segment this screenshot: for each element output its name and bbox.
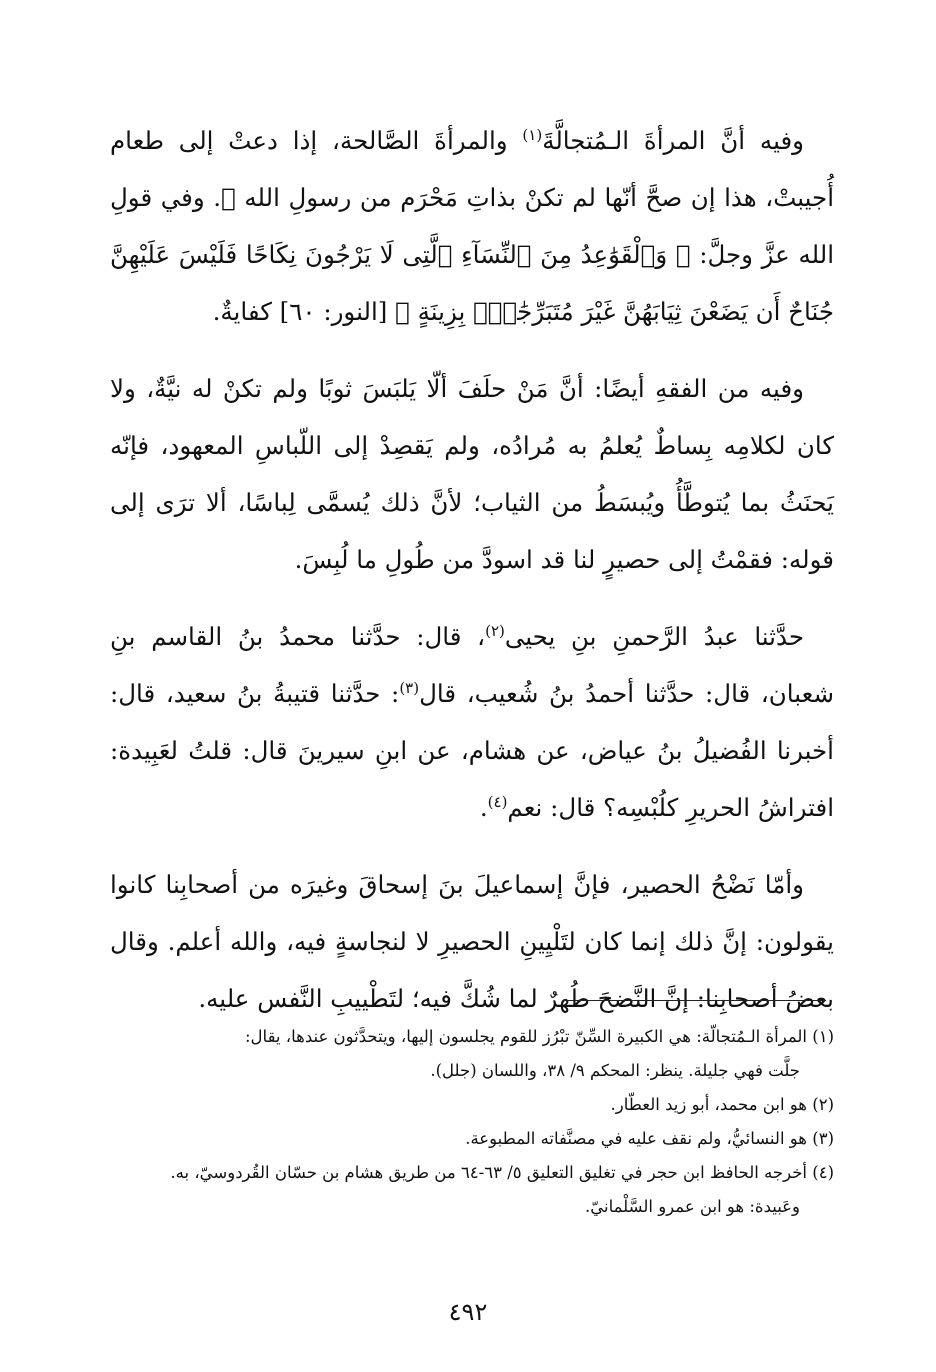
footnote-divider xyxy=(564,1000,826,1001)
footnote: (٣) هو النسائيُّ، ولم نقف عليه في مصنَّفاته المطبوعة. xyxy=(465,1129,834,1148)
paragraph-text: والمرأةَ الصَّالحة، إذا دعتْ إلى طعام أُجيبتْ، هذا إن صحَّ أنّها لم تكنْ بذاتِ مَحْرَم من رسولِ الله ﷺ. وفي قولِ الله عزَّ وجلَّ: ﴿ وَٱلْقَوَٰعِدُ مِنَ ٱلنِّسَآءِ ٱلَّتِى لَا يَرْجُونَ نِكَاحًا فَلَيْسَ عَلَيْهِنَّ جُنَاحٌ أَن يَضَعْنَ ثِيَابَهُنَّ غَيْرَ مُتَبَرِّجَٰتٍۭ بِزِينَةٍ ﴾ [النور: ٦٠] كفايةٌ. xyxy=(110,126,835,326)
footnote-ref[interactable]: (٢) xyxy=(485,621,505,640)
footnote: (٤) أخرجه الحافظ ابن حجر في تغليق التعليق ٥/ ٦٣-٦٤ من طريق هشام بن حسّان القُردوسيّ، به. xyxy=(170,1163,834,1182)
footnote: (١) المرأة الـمُتجالّة: هي الكبيرة السِّنّ تبْرُز للقوم يجلسون إليها، ويتحدَّثون عندها، يقال: xyxy=(245,1027,834,1046)
paragraph xyxy=(110,112,834,340)
footnote-ref[interactable]: (٤) xyxy=(487,792,508,811)
hadith-paragraph xyxy=(110,608,834,836)
paragraph-text: وفيه من الفقهِ أيضًا: أنَّ مَنْ حلَفَ ألّا يَلبَسَ ثوبًا ولم تكنْ له نيَّةٌ، ولا كان لكلامِه بِساطٌ يُعلمُ به مُرادُه، ولم يَقصِدْ إلى اللّباسِ المعهود، فإنّه يَحنَثُ بما يُتوطَّأُ ويُبسَطُ من الثياب؛ لأنَّ ذلك يُسمَّى لِباسًا، ألا ترَى إلى قوله: فقمْتُ إلى حصيرٍ لنا قد اسودَّ من طُولِ ما لُبِسَ. xyxy=(110,374,834,574)
main-text xyxy=(110,112,834,1047)
paragraph xyxy=(110,360,834,588)
paragraph-text: : حدَّثنا قتيبةُ بنُ سعيد، قال: أخبرنا الفُضيلُ بنُ عياض، عن هشام، عن ابنِ سيرينَ قال: قلتُ لعَبِيدة: افتراشُ الحريرِ كلُبْسِه؟ قال: نعم xyxy=(110,679,834,822)
footnote-ref[interactable]: (٣) xyxy=(399,678,420,697)
footnotes xyxy=(110,1020,834,1224)
paragraph-text: ، قال: حدَّثنا محمدُ بنُ القاسم بنِ شعبان، قال: حدَّثنا أحمدُ بنُ شُعيب، قال xyxy=(110,622,834,708)
paragraph-text: وأمّا نَضْحُ الحصير، فإنَّ إسماعيلَ بنَ إسحاقَ وغيرَه من أصحابِنا كانوا يقولون: إنَّ ذلك إنما كان لتَلْيِينِ الحصيرِ لا لنجاسةٍ فيه، والله أعلم. وقال بعضُ أصحابِنا: إنَّ النَّضحَ طُهرٌ لما شُكَّ فيه؛ لتَطْييبِ النَّفس عليه. xyxy=(110,870,834,1013)
paragraph-text: وفيه أنَّ المرأةَ الـمُتجالَّةَ xyxy=(542,126,804,155)
paragraph-text: حدَّثنا عبدُ الرَّحمنِ بنِ يحيى xyxy=(504,622,804,651)
footnote-continuation: وعَبيدة: هو ابن عمرو السَّلْمانيّ. xyxy=(585,1197,800,1216)
paragraph xyxy=(110,856,834,1027)
paragraph-text: . xyxy=(479,793,488,822)
footnote-ref[interactable]: (١) xyxy=(522,125,543,144)
page-number: ٤٩٢ xyxy=(448,1298,488,1326)
footnote-continuation: جلَّت فهي جليلة. ينظر: المحكم ٩/ ٣٨، واللسان (جلل). xyxy=(430,1061,800,1080)
footnote: (٢) هو ابن محمد، أبو زيد العطّار. xyxy=(610,1095,834,1114)
